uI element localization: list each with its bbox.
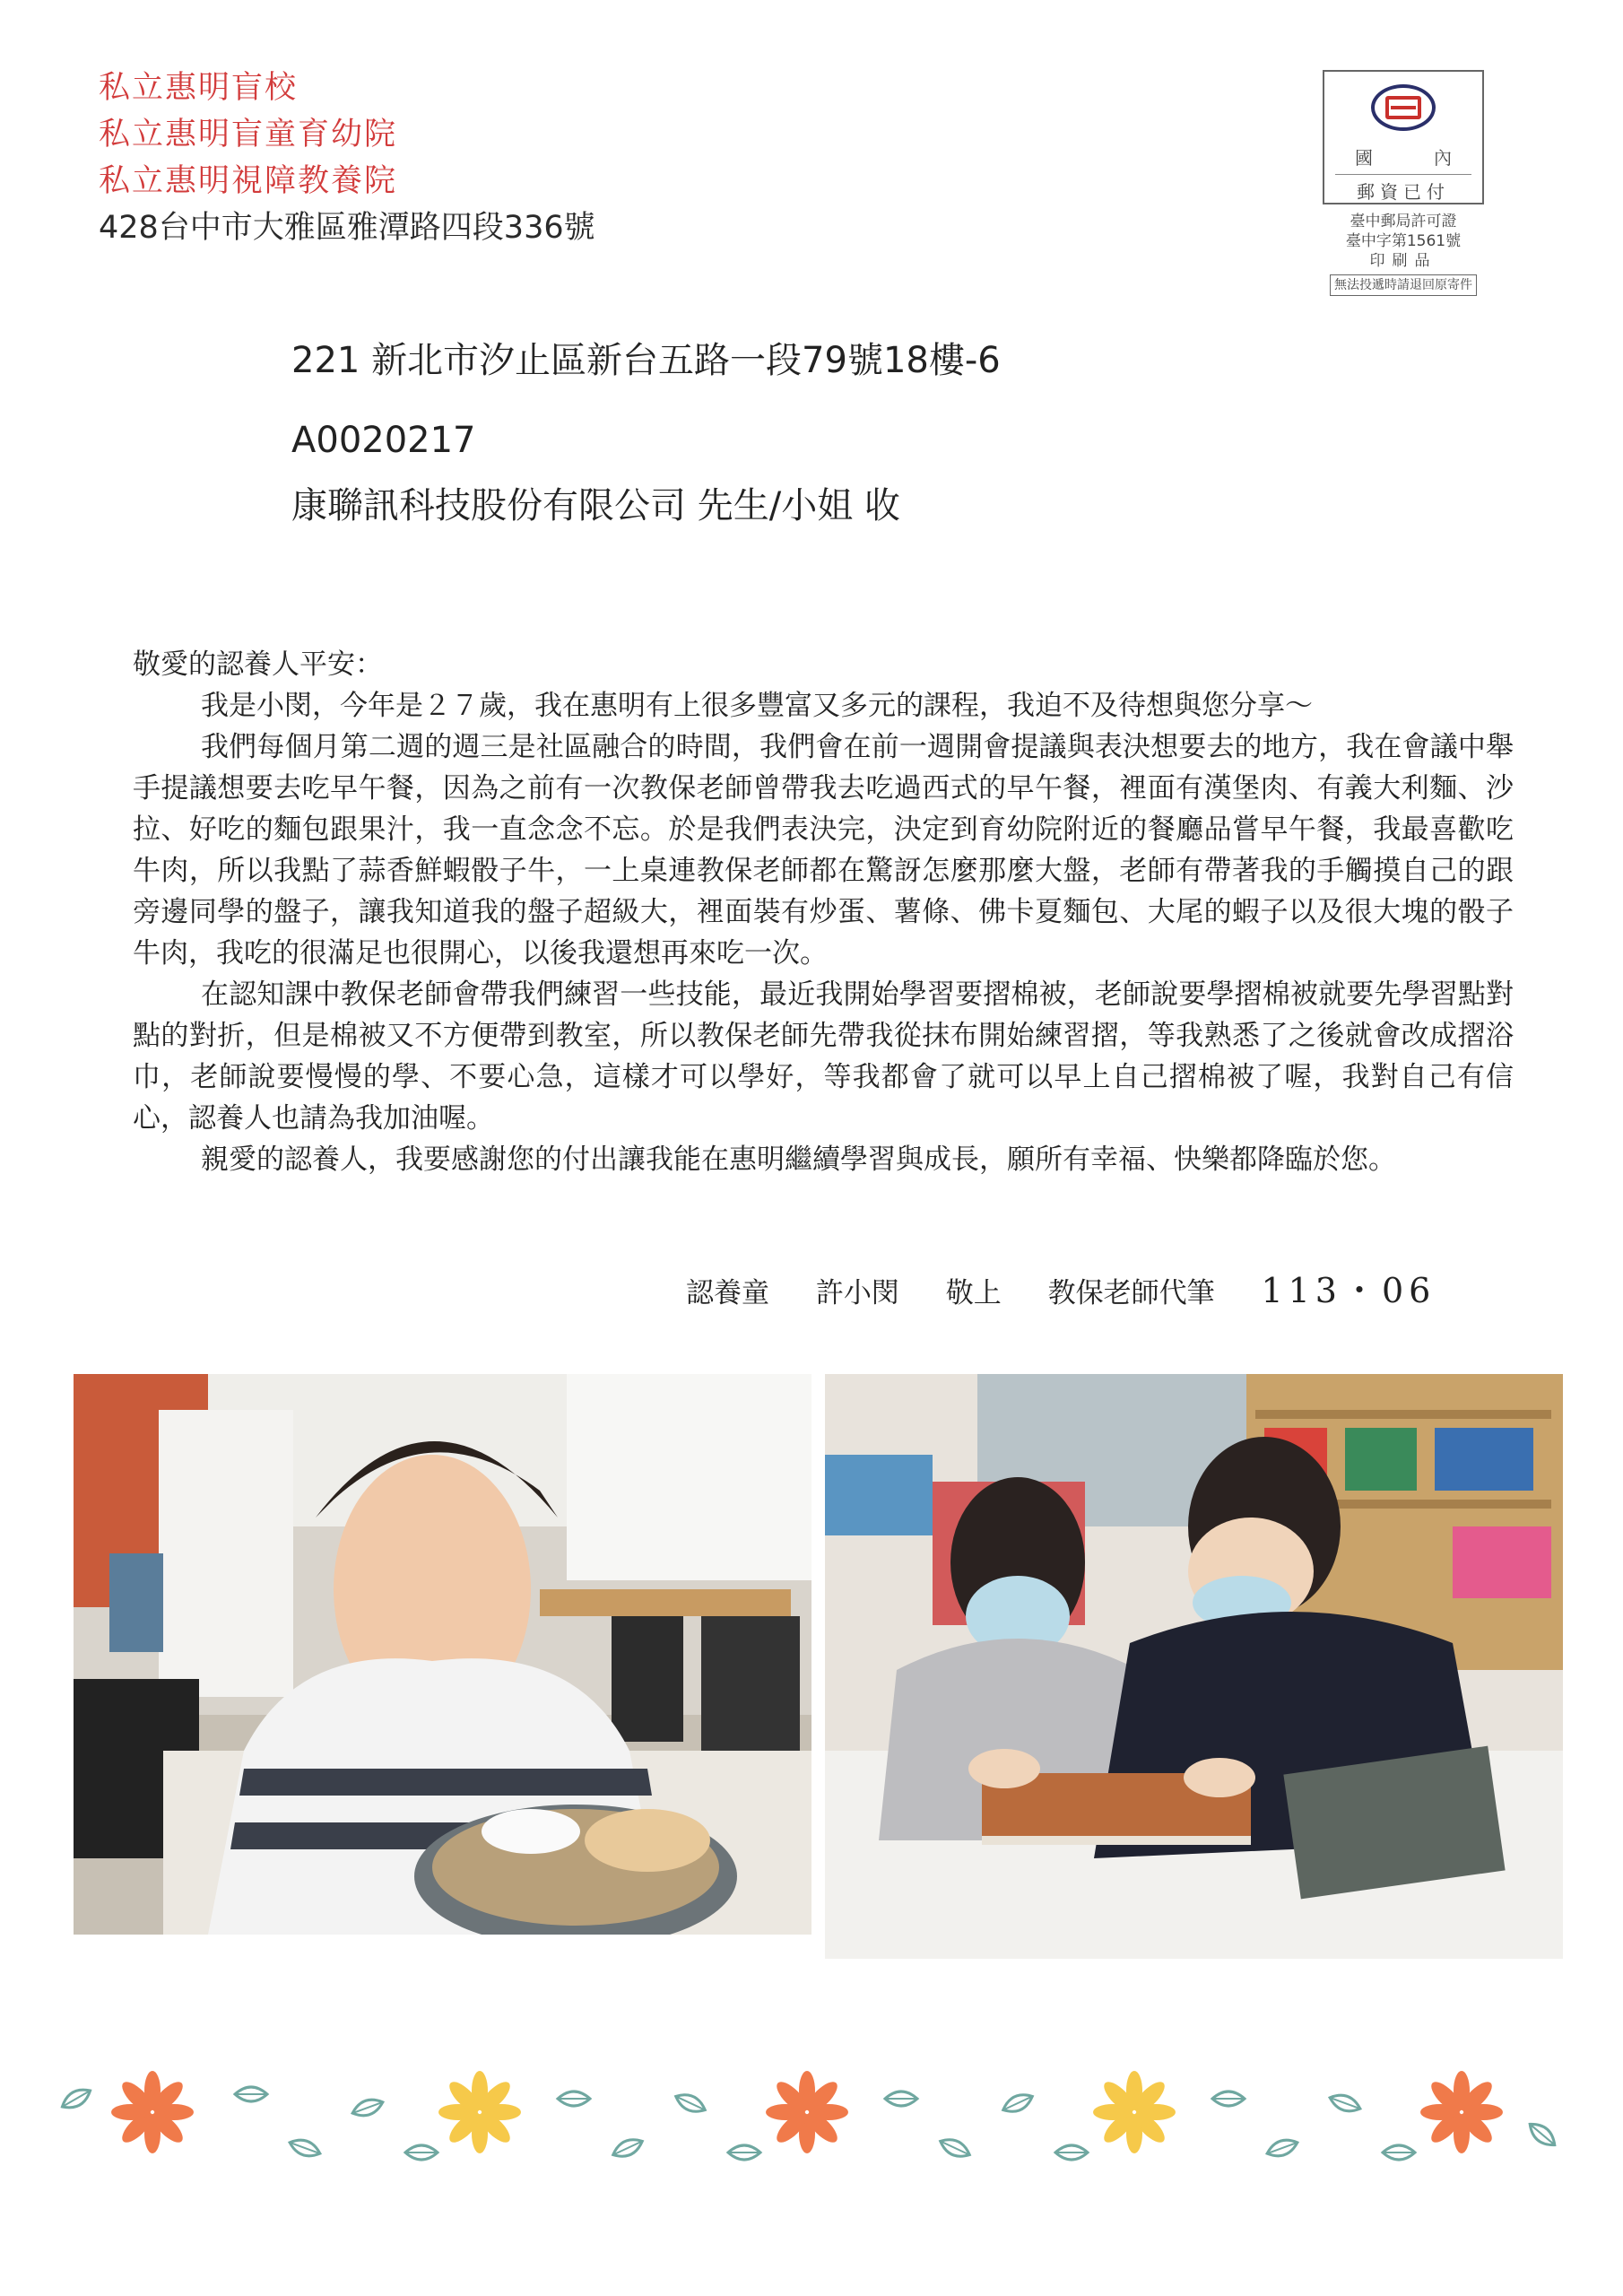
letter-signature: [686, 1263, 1436, 1312]
photo-brunch: [74, 1374, 812, 1935]
sender-org-line: 私立惠明盲童育幼院: [99, 117, 398, 152]
stamp-left-char: 國: [1355, 147, 1373, 169]
sender-block: [99, 65, 595, 251]
signature-writer: 教保老師代筆: [1047, 1277, 1215, 1309]
signature-date: 113・06: [1261, 1271, 1436, 1310]
flower-icon: [766, 2071, 848, 2153]
letter-paragraph: 我們每個月第二週的週三是社區融合的時間，我們會在前一週開會提議與表決想要去的地方，我在會議中舉手提議想要去吃早午餐，因為之前有一次教保老師曾帶我去吃過西式的早午餐，裡面有漢堡肉、有義大利麵、沙拉、好吃的麵包跟果汁，我一直念念不忘。於是我們表決完，決定到育幼院附近的餐廳品嘗早午餐，我最喜歡吃牛肉，所以我點了蒜香鮮蝦骰子牛，一上桌連教保老師都在驚訝怎麼那麼大盤，老師有帶著我的手觸摸自己的跟旁邊同學的盤子，讓我知道我的盤子超級大，裡面裝有炒蛋、薯條、佛卡夏麵包、大尾的蝦子以及很大塊的骰子牛肉，我吃的很滿足也很開心，以後我還想再來吃一次。: [133, 731, 1514, 970]
letter-paragraph: 親愛的認養人，我要感謝您的付出讓我能在惠明繼續學習與成長，願所有幸福、快樂都降臨於您。: [201, 1144, 1396, 1176]
letter-body: [133, 644, 1514, 1180]
photo-folding: [825, 1374, 1563, 1959]
permit-line-2: 臺中字第1561號: [1345, 232, 1462, 250]
post-logo-icon: [1371, 84, 1436, 131]
flower-icon: [1420, 2071, 1503, 2153]
sender-address: 428台中市大雅區雅潭路四段336號: [99, 210, 595, 246]
recipient-name: 康聯訊科技股份有限公司 先生/小姐 收: [291, 485, 900, 526]
stamp-right-char: 內: [1434, 147, 1452, 169]
signature-respect: 敬上: [945, 1277, 1002, 1309]
stamp-paid-label: 郵資已付: [1335, 174, 1471, 204]
permit-line-1: 臺中郵局許可證: [1350, 213, 1457, 230]
sender-org-line: 私立惠明盲校: [99, 70, 299, 106]
recipient-address: 221 新北市汐止區新台五路一段79號18樓-6: [291, 340, 1001, 381]
postage-stamp: [1323, 70, 1484, 204]
signature-child-label: 認養童: [686, 1277, 769, 1309]
flower-icon: [111, 2071, 194, 2153]
floral-border: [54, 2063, 1569, 2179]
flower-icon: [438, 2071, 521, 2153]
sender-org-line: 私立惠明視障教養院: [99, 163, 398, 199]
letter-paragraph: 我是小閔，今年是２７歲，我在惠明有上很多豐富又多元的課程，我迫不及待想與您分享～: [201, 690, 1313, 722]
recipient-code: A0020217: [291, 420, 476, 461]
return-note: 無法投遞時請退回原寄件: [1330, 274, 1477, 296]
printed-matter-label: 印刷品: [1369, 252, 1437, 270]
letter-greeting: 敬愛的認養人平安：: [133, 648, 383, 681]
letter-paragraph: 在認知課中教保老師會帶我們練習一些技能，最近我開始學習要摺棉被，老師說要學摺棉被就要先學習點對點的對折，但是棉被又不方便帶到教室，所以教保老師先帶我從抹布開始練習摺，等我熟悉了之後就會改成摺浴巾，老師說要慢慢的學、不要心急，這樣才可以學好，等我都會了就可以早上自己摺棉被了喔，我對自己有信心，認養人也請為我加油喔。: [133, 978, 1514, 1135]
postal-permit: [1318, 212, 1488, 296]
flower-icon: [1093, 2071, 1176, 2153]
signature-child-name: 許小閔: [815, 1277, 899, 1309]
